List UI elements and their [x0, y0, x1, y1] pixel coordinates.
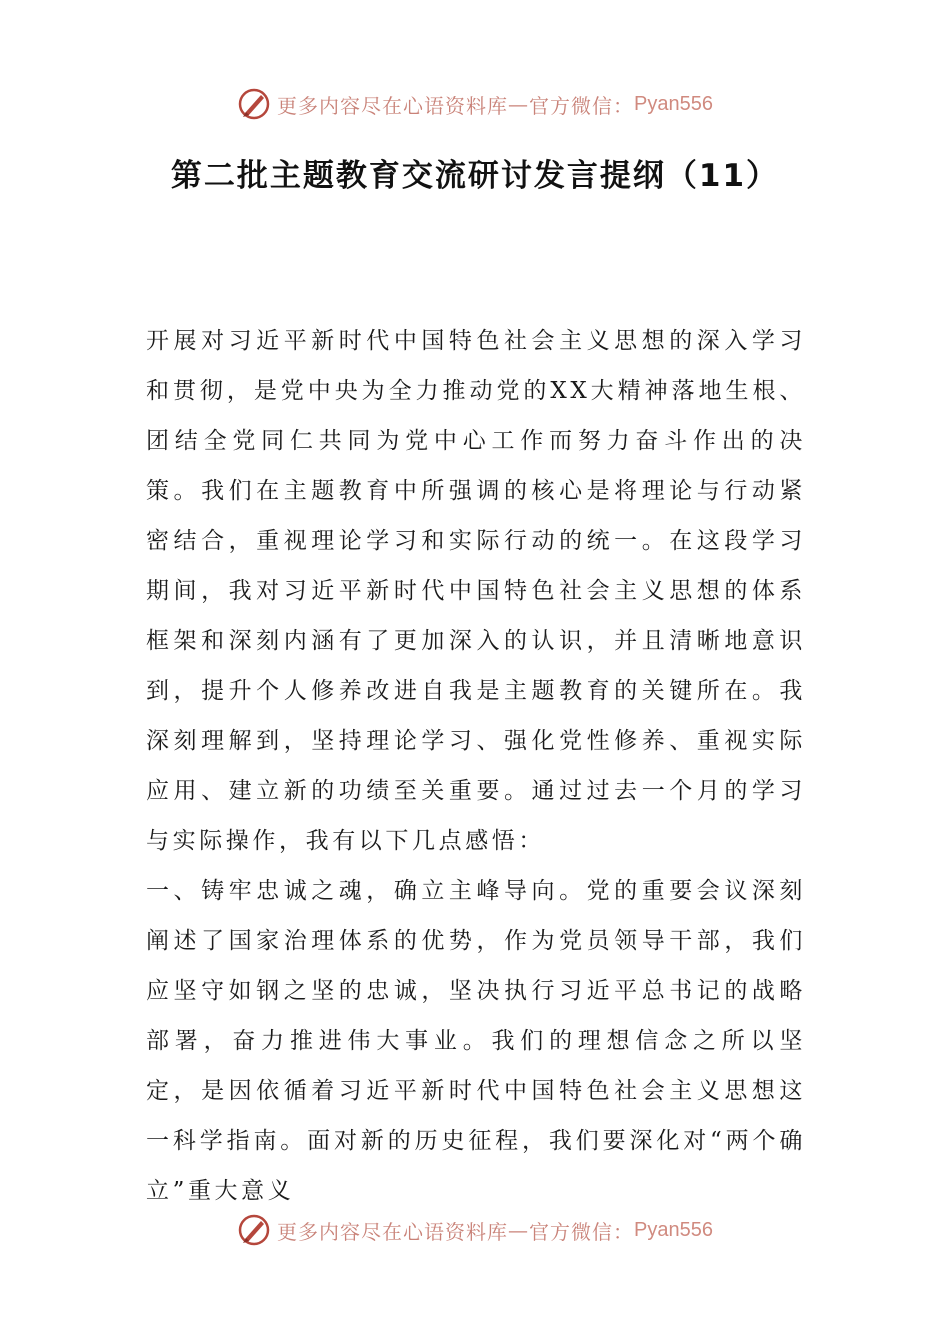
- footer-watermark-banner: [0, 1208, 950, 1252]
- watermark-contact-label: 官方微信：: [529, 93, 635, 118]
- watermark-separator: —: [508, 92, 530, 116]
- document-body: [146, 316, 806, 1216]
- watermark-contact-label: 官方微信：: [529, 1219, 635, 1244]
- watermark-separator: —: [508, 1218, 530, 1242]
- header-watermark-banner: [0, 82, 950, 126]
- watermark-handle: Pyan556: [634, 1218, 713, 1241]
- watermark-handle: Pyan556: [634, 92, 713, 115]
- paragraph-intro: 开展对习近平新时代中国特色社会主义思想的深入学习和贯彻，是党中央为全力推动党的XX大精神落地生根、团结全党同仁共同为党中心工作而努力奋斗作出的决策。我们在主题教育中所强调的核心是将理论与行动紧密结合，重视理论学习和实际行动的统一。在这段学习期间，我对习近平新时代中国特色社会主义思想的体系框架和深刻内涵有了更加深入的认识，并且清晰地意识到，提升个人修养改进自我是主题教育的关键所在。我深刻理解到，坚持理论学习、强化党性修养、重视实际应用、建立新的功绩至关重要。通过过去一个月的学习与实际操作，我有以下几点感悟：: [146, 328, 806, 854]
- pen-circle-logo-icon: [237, 1213, 271, 1247]
- watermark-text: 更多内容尽在心语资料库: [277, 93, 509, 118]
- pen-circle-logo-icon: [237, 87, 271, 121]
- watermark-text: 更多内容尽在心语资料库: [277, 1219, 509, 1244]
- document-title: 第二批主题教育交流研讨发言提纲（11）: [170, 158, 780, 194]
- paragraph-section-one: 一、铸牢忠诚之魂，确立主峰导向。党的重要会议深刻阐述了国家治理体系的优势，作为党员领导干部，我们应坚守如钢之坚的忠诚，坚决执行习近平总书记的战略部署，奋力推进伟大事业。我们的理想信念之所以坚定，是因依循着习近平新时代中国特色社会主义思想这一科学指南。面对新的历史征程，我们要深化对“两个确立”重大意义: [146, 878, 806, 1204]
